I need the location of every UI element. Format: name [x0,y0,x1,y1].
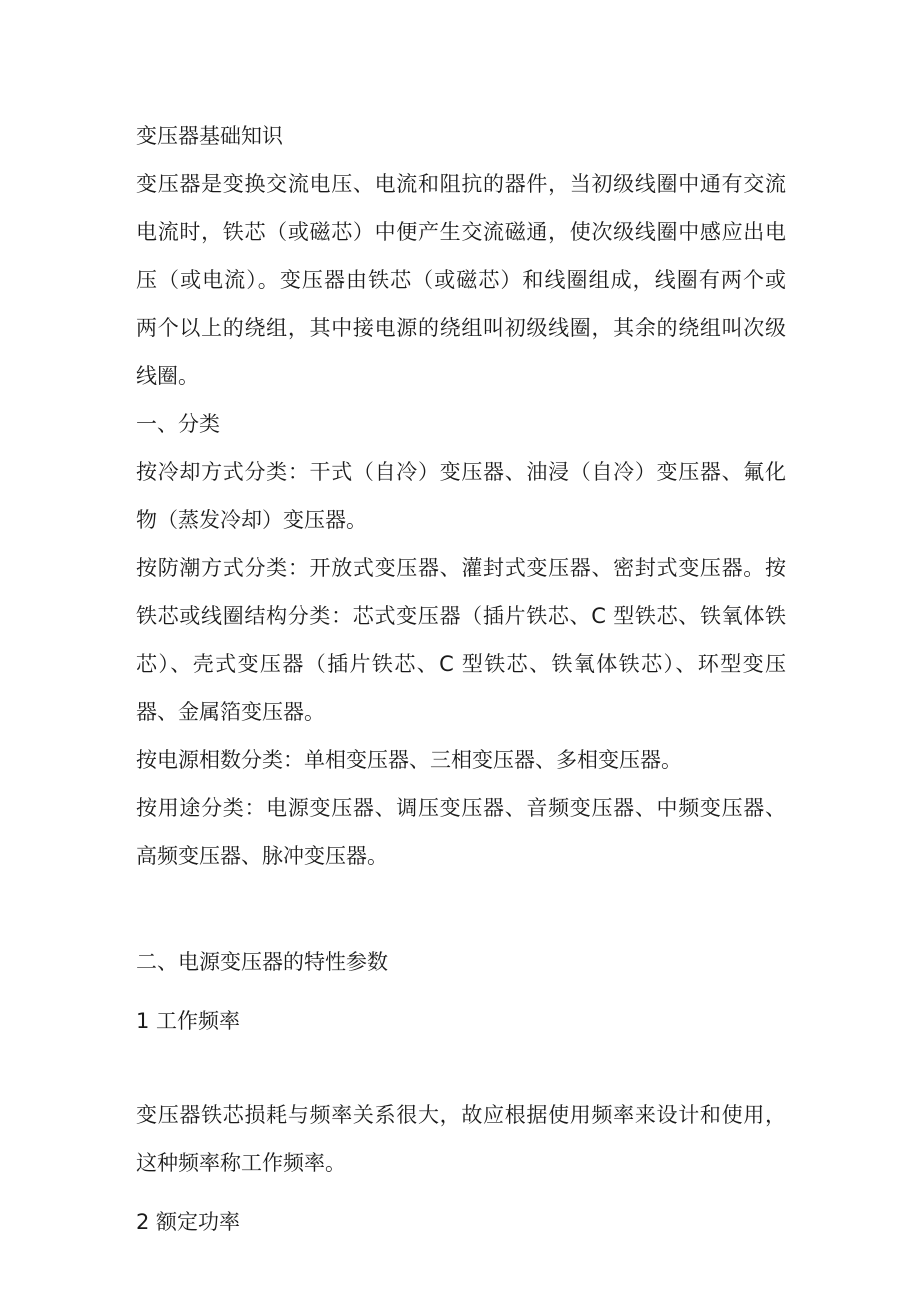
paragraph-line: 物（蒸发冷却）变压器。 [136,508,367,532]
cooling-paragraph [136,448,786,544]
phase-paragraph [136,736,786,784]
spacer [136,1045,786,1091]
paragraph-line: 变压器铁芯损耗与频率关系很大，故应根据使用频率来设计和使用， [136,1103,786,1127]
paragraph-line: 按用途分类：电源变压器、调压变压器、音频变压器、中频变压器、 [136,796,786,820]
spacer [136,1187,786,1198]
document-page [136,112,786,1246]
section-heading-parameters: 二、电源变压器的特性参数 [136,950,388,974]
paragraph-line: 铁芯或线圈结构分类：芯式变压器（插片铁芯、C 型铁芯、铁氧体铁 [136,604,786,628]
spacer [136,986,786,997]
paragraph-line: 线圈。 [136,364,199,388]
paragraph-line: 按冷却方式分类：干式（自冷）变压器、油浸（自冷）变压器、氟化 [136,460,786,484]
paragraph-line: 按防潮方式分类：开放式变压器、灌封式变压器、密封式变压器。按 [136,556,786,580]
spacer [136,880,786,938]
paragraph-line: 电流时，铁芯（或磁芯）中便产生交流磁通，使次级线圈中感应出电 [136,220,786,244]
paragraph-line: 压（或电流）。变压器由铁芯（或磁芯）和线圈组成，线圈有两个或 [136,268,786,292]
paragraph-line: 高频变压器、脉冲变压器。 [136,844,388,868]
subheading-working-frequency: 1 工作频率 [136,1009,241,1033]
document-title: 变压器基础知识 [136,124,283,148]
paragraph-line: 器、金属箔变压器。 [136,700,325,724]
intro-paragraph [136,160,786,400]
subheading-rated-power: 2 额定功率 [136,1210,241,1234]
paragraph-line: 变压器是变换交流电压、电流和阻抗的器件，当初级线圈中通有交流 [136,172,786,196]
paragraph-line: 按电源相数分类：单相变压器、三相变压器、多相变压器。 [136,748,682,772]
frequency-paragraph [136,1091,786,1187]
paragraph-line: 两个以上的绕组，其中接电源的绕组叫初级线圈，其余的绕组叫次级 [136,316,786,340]
usage-paragraph [136,784,786,880]
paragraph-line: 这种频率称工作频率。 [136,1151,346,1175]
section-heading-classification: 一、分类 [136,412,220,436]
moisture-paragraph [136,544,786,736]
paragraph-line: 芯）、壳式变压器（插片铁芯、C 型铁芯、铁氧体铁芯）、环型变压 [136,652,786,676]
